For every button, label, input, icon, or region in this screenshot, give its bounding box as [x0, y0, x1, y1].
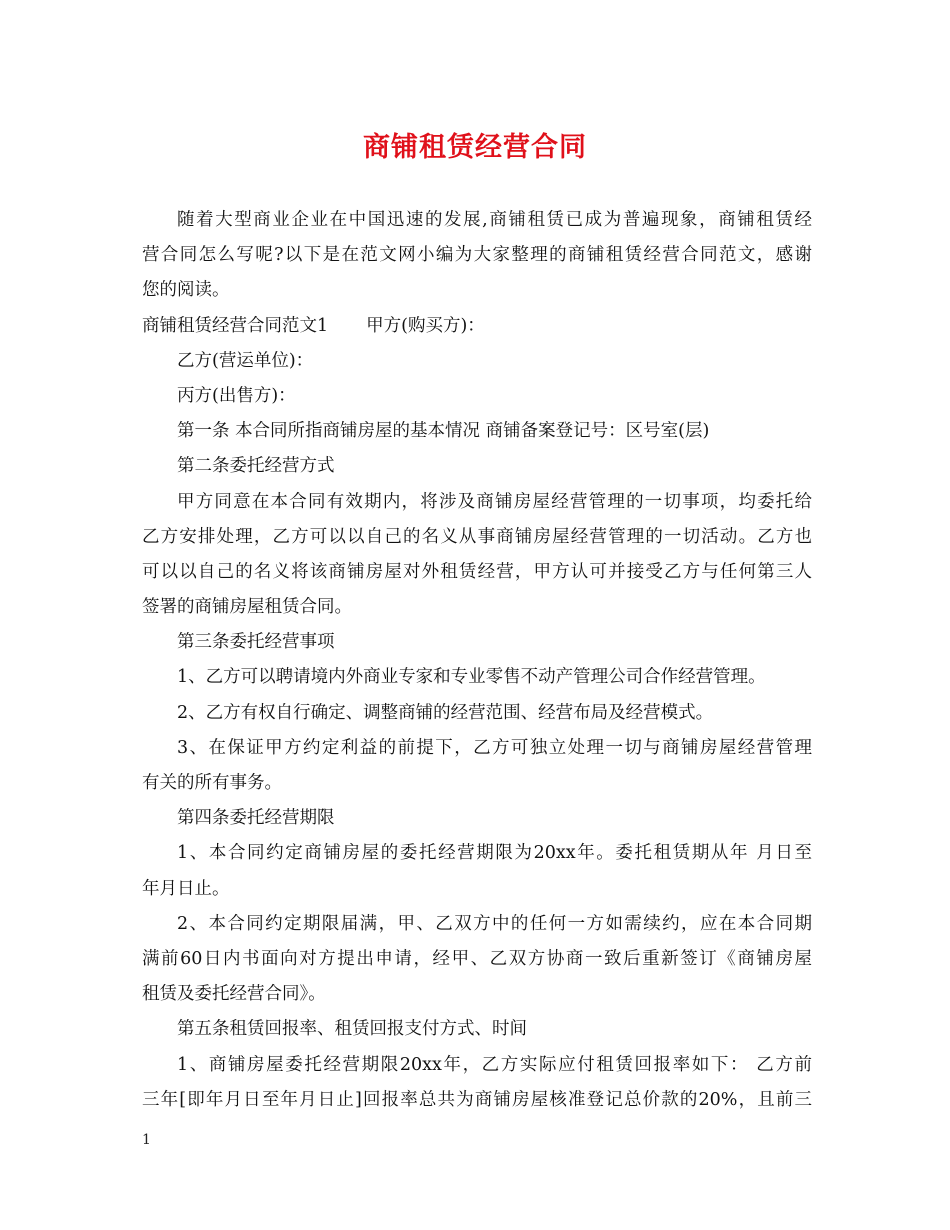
section-heading: 商铺租赁经营合同范文1	[142, 315, 329, 336]
text-line: 签署的商铺房屋租赁合同。	[142, 597, 352, 618]
article-heading: 第二条委托经营方式	[177, 456, 335, 477]
text-line: 2、乙方有权自行确定、调整商铺的经营范围、经营布局及经营模式。	[177, 702, 714, 723]
text-line: 乙方安排处理，乙方可以以自己的名义从事商铺房屋经营管理的一切活动。乙方也	[142, 526, 812, 547]
article-heading: 第三条委托经营事项	[177, 632, 335, 653]
text-line: 可以以自己的名义将该商铺房屋对外租赁经营，甲方认可并接受乙方与任何第三人	[142, 561, 812, 582]
party-a-label: 甲方(购买方)：	[366, 315, 485, 336]
text-line: 甲方同意在本合同有效期内，将涉及商铺房屋经营管理的一切事项，均委托给	[177, 491, 812, 512]
text-line: 第一条 本合同所指商铺房屋的基本情况 商铺备案登记号：区号室(层)	[177, 421, 710, 442]
text-line: 丙方(出售方)：	[177, 385, 296, 406]
text-line: 1、商铺房屋委托经营期限20xx年，乙方实际应付租赁回报率如下： 乙方前	[177, 1054, 812, 1075]
text-line: 三年[即年月日至年月日止]回报率总共为商铺房屋核准登记总价款的20%，且前三	[142, 1089, 812, 1110]
text-line: 租赁及委托经营合同》。	[142, 984, 326, 1005]
text-line: 1、乙方可以聘请境内外商业专家和专业零售不动产管理公司合作经营管理。	[177, 667, 766, 688]
text-line	[142, 309, 812, 344]
text-line: 1、本合同约定商铺房屋的委托经营期限为20xx年。委托租赁期从年 月日至	[177, 843, 812, 864]
text-line: 满前60日内书面向对方提出申请，经甲、乙双方协商一致后重新签订《商铺房屋	[142, 948, 812, 969]
text-line: 年月日止。	[142, 878, 230, 899]
text-line: 有关的所有事务。	[142, 773, 282, 793]
article-heading: 第四条委托经营期限	[177, 808, 335, 829]
article-heading: 第五条租赁回报率、租赁回报支付方式、时间	[177, 1019, 527, 1040]
document-title: 商铺租赁经营合同	[363, 132, 587, 163]
text-line: 营合同怎么写呢?以下是在范文网小编为大家整理的商铺租赁经营合同范文，感谢	[142, 245, 812, 266]
document-body	[142, 203, 812, 1118]
text-line: 随着大型商业企业在中国迅速的发展,商铺租赁已成为普遍现象，商铺租赁经	[177, 210, 812, 230]
page-number: 1	[142, 1132, 151, 1148]
text-line: 您的阅读。	[142, 280, 230, 301]
text-line: 3、在保证甲方约定利益的前提下，乙方可独立处理一切与商铺房屋经营管理	[177, 737, 812, 758]
text-line: 乙方(营运单位)：	[177, 350, 314, 371]
text-line: 2、本合同约定期限届满，甲、乙双方中的任何一方如需续约，应在本合同期	[177, 913, 812, 934]
